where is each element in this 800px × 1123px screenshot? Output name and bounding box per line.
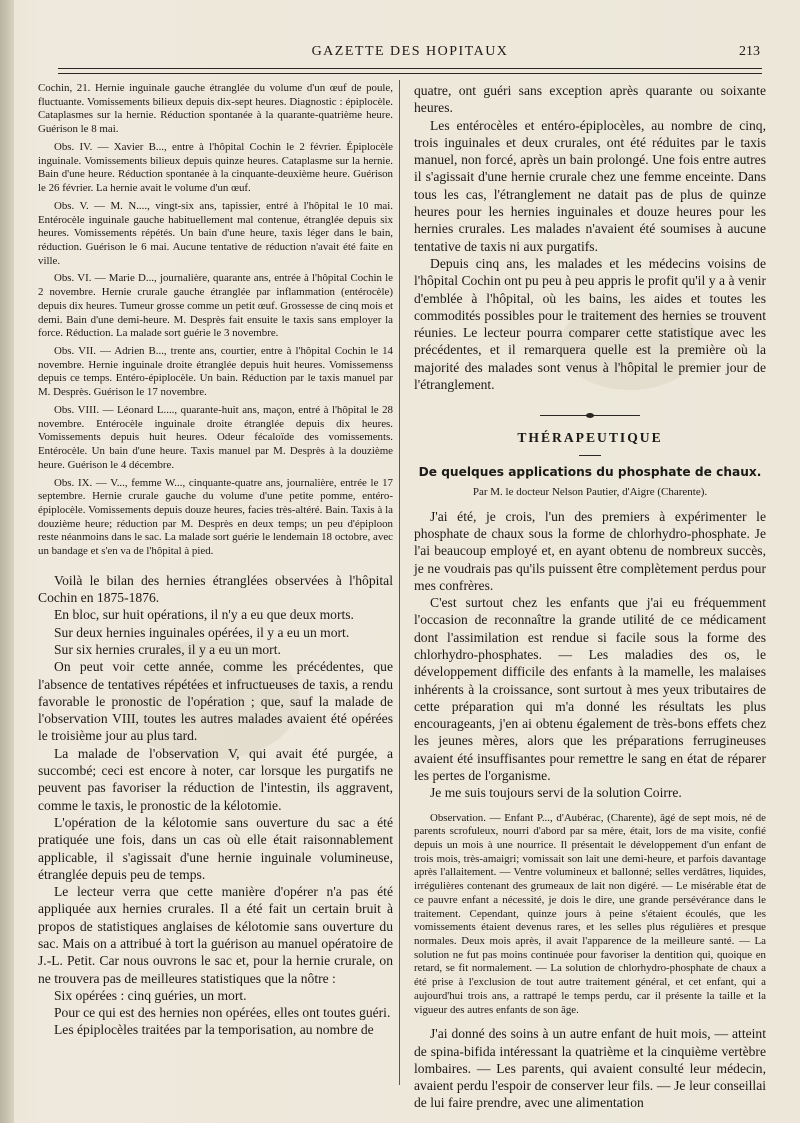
page-header (40, 44, 780, 66)
observation-text: Obs. VIII. — Léonard L...., quarante-huit ans, maçon, entré à l'hôpital le 28 novembre. Entérocèle inguinale droite étranglée depuis dix heures. Vomissements depuis huit heures. Odeur fécaloïde des vomissements. Entérocèle. Un bain d'une heure. Taxis manuel par M. Desprès à la douzième heure. Guérison le 4 décembre. (38, 403, 393, 471)
observation-text: Obs. VI. — Marie D..., journalière, quarante ans, entrée à l'hôpital Cochin le 2 novembre. Hernie crurale gauche étranglée par inflammation (entérocèle) depuis dix heures. Tumeur grosse comme un petit œuf. Grossesse de cinq mois et demi. Bain d'une demi-heure. M. Desprès fait ensuite le taxis sans employer la force. Réduction. La malade sort guérie le 3 novembre. (38, 272, 393, 340)
section-separator (540, 415, 640, 417)
page-number: 213 (739, 44, 760, 59)
body-paragraph: Pour ce qui est des hernies non opérées, elles ont toutes guéri. (54, 1005, 391, 1021)
body-paragraph: La malade de l'observation V, qui avait été purgée, a succombé; ceci est encore à noter, car lorsque les purgatifs ne peuvent pas favoriser la réduction de l'intestin, ils aggravent, comme le taxis, le pronostic de la kélotomie. (38, 745, 393, 813)
body-paragraph: Le lecteur verra que cette manière d'opérer n'a pas été appliquée aux hernies crurales. Il a été fait un certain bruit à propos de statistiques anglaises de kélotomie sans ouverture du sac. Mais on a attribué à tort la guérison au manuel opératoire de J.-L. Petit. Car nous ouvrons le sac et, pour la hernie crurale, on ne trouvera pas de meilleures statistiques que la nôtre : (38, 884, 393, 986)
article-byline: Par M. le docteur Nelson Pautier, d'Aigre (Charente). (472, 485, 708, 498)
body-paragraph: J'ai été, je crois, l'un des premiers à expérimenter le phosphate de chaux sous la forme de chlorhydro-phosphate. Je l'ai beaucoup employé et, en ayant obtenu de nombreux succès, je ne voudrais pas qu'ils puissent être complètement perdus pour mes confrères. (414, 508, 766, 593)
body-paragraph: Sur deux hernies inguinales opérées, il y a eu un mort. (54, 624, 350, 640)
observation-text: Obs. IV. — Xavier B..., entre à l'hôpital Cochin le 2 février. Épiplocèle inguinale. Vomissements bilieux depuis quinze heures. Cataplasme sur la hernie. Bain d'une heure. Réduction spontanée à la cinquante-deuxième heure. Guérison le 26 février. La hernie avait le volume d'un œuf. (38, 140, 393, 195)
running-title: GAZETTE DES HOPITAUX (311, 44, 509, 59)
title-rule (579, 455, 601, 456)
body-paragraph: Voilà le bilan des hernies étranglées observées à l'hôpital Cochin en 1875-1876. (38, 572, 393, 606)
left-column (38, 82, 393, 1039)
body-paragraph: Six opérées : cinq guéries, un mort. (54, 987, 247, 1003)
observation-text: Obs. VII. — Adrien B..., trente ans, courtier, entre à l'hôpital Cochin le 14 novembre. Hernie inguinale droite étranglée depuis huit heures. Vomissemenss depuis ce temps. Entéro-épiplocèle. Un bain. Réduction par le taxis manuel par M. Desprès. Guérison le 17 novembre. (38, 345, 393, 399)
body-paragraph: Les épiplocèles traitées par la temporisation, au nombre de (54, 1022, 374, 1038)
body-paragraph: Je me suis toujours servi de la solution Coirre. (430, 785, 682, 801)
body-paragraph: L'opération de la kélotomie sans ouverture du sac a été pratiquée une fois, dans un cas où elle était raisonnablement applicable, il s'agissait d'une hernie inguinale volumineuse, étranglée depuis peu de temps. (38, 814, 393, 882)
observation-text: Cochin, 21. Hernie inguinale gauche étranglée du volume d'un œuf de poule, fluctuante. Vomissements bilieux depuis dix-sept heures. Diagnostic : épiplocèle. Cataplasmes sur la hernie. Réduction spontanée à la quarante-quatrième heure. Guérison le 8 mai. (38, 82, 393, 136)
observation-text: Observation. — Enfant P..., d'Aubérac, (Charente), âgé de sept mois, né de parents scrofuleux, nourri d'abord par sa mère, était, lors de ma visite, confié depuis un mois à une nourrice. Il présentait le développement d'un enfant de trois mois, très-amaigri; vomissait son lait une demi-heure, et parfois davantage après l'allaitement. — Ventre volumineux et ballonné; selles verdâtres, liquides, irrégulières contenant des grumeaux de lait non digéré. — Le misérable état de ce pauvre enfant a nécessité, je dois le dire, une grande persévérance dans le traitement. Cependant, quinze jours à peine s'étaient écoulés, que les vomissements étaient devenus rares, et les selles plus régulières et presque normales. Deux mois après, il avait l'apparence de la meilleure santé. — La solution ne fut pas moins continuée pour favoriser la dentition qui, quoique en retard, se fit normalement. — La solution de chlorhydro-phosphate de chaux a été prise à l'exclusion de tout autre traitement général, et cet enfant, qui a aujourd'hui trois ans, a rattrapé le temps perdu, car il présente la taille et la vigueur des autres enfants de son âge. (414, 811, 766, 1016)
article-title: De quelques applications du phosphate de chaux. (418, 465, 762, 480)
body-paragraph: Sur six hernies crurales, il y a eu un mort. (54, 641, 281, 657)
observation-text: Obs. V. — M. N...., vingt-six ans, tapissier, entré à l'hôpital le 10 mai. Entérocèle inguinale gauche habituellement mal contenue, étranglée depuis six heures. Vomissements répétés. Un bain d'une heure, taxis léger dans le bain, réduction. Guérison le 6 mai. Aucune tentative de réduction n'avait été faite en ville. (38, 199, 393, 267)
body-paragraph: C'est surtout chez les enfants que j'ai eu fréquemment l'occasion de reconnaître la grande utilité de ce médicament dont l'assimilation est rendue si facile sous la forme des chlorhydro-phosphates. — Les maladies des os, le développement difficile des enfants à la mamelle, les malaises inhérents à la croissance, sont surtout à mes yeux tributaires de cette préparation qui m'a donné les résultats les plus encourageants, j'en ai obtenu également de très-bons effets chez les jeunes mères, alors que les préparations ferrugineuses avaient été insuffisantes pour remettre le sang en état de réparer les pertes de l'organisme. (414, 595, 766, 784)
body-paragraph: J'ai donné des soins à un autre enfant de huit mois, — atteint de spina-bifida intéressant la quatrième et la cinquième vertèbre lombaires. — Les parents, qui avaient consulté leur médecin, avaient perdu l'espoir de conserver leur fils. — Je leur conseillai de lui faire prendre, avec une alimentation (414, 1026, 766, 1111)
observation-text: Obs. IX. — V..., femme W..., cinquante-quatre ans, journalière, entrée le 17 septembre. Hernie crurale gauche du volume d'une petite pomme, entéro-épiplocèle. Vomissements depuis douze heures, facies très-altéré. Bain. Taxis à la douzième heure; réduction par M. Desprès en deux temps; un peu d'épiploon reste néanmoins dans le sac. La malade sort guérie le lendemain 18 octobre, avec un bandage et s'en va de l'hôpital à pied. (38, 476, 393, 558)
body-paragraph: On peut voir cette année, comme les précédentes, que l'absence de tentatives répétées et infructueuses de taxis, a rendu favorable le pronostic de l'opération ; que, sauf la malade de l'observation VIII, toutes les autres malades avaient été opérées le troisième jour au plus tard. (38, 659, 393, 744)
header-rule (58, 68, 762, 74)
body-paragraph: Les entérocèles et entéro-épiplocèles, au nombre de cinq, trois inguinales et deux crurales, ont été réduites par le taxis manuel, non forcé, après un bain prolongé. Une fois entre autres il s'agissait d'une hernie crurale chez une femme enceinte. Dans tous les cas, l'étranglement ne datait pas de plus de quinze heures pour les hernies inguinales et douze heures pour les hernies crurales. Les malades n'avaient été soumises à aucune tentative de taxis ni aux purgatifs. (414, 117, 766, 254)
section-title: THÉRAPEUTIQUE (517, 430, 663, 446)
body-paragraph: En bloc, sur huit opérations, il n'y a eu que deux morts. (54, 607, 354, 623)
body-paragraph: quatre, ont guéri sans exception après quarante ou soixante heures. (414, 83, 766, 116)
column-divider (399, 80, 400, 1085)
right-column (414, 82, 766, 1112)
body-paragraph: Depuis cinq ans, les malades et les médecins voisins de l'hôpital Cochin ont pu peu à peu appris le profit qu'il y a à venir d'emblée à l'hôpital, où les bains, les aides et toutes les commodités possibles pour le traitement des hernies se trouvent réunies. Le lecteur pourra comparer cette statistique avec les précédentes, et il remarquera quelle est la première où la majorité des malades sont venus à l'hôpital le premier jour de l'étranglement. (414, 255, 766, 393)
binding-edge (0, 0, 14, 1123)
